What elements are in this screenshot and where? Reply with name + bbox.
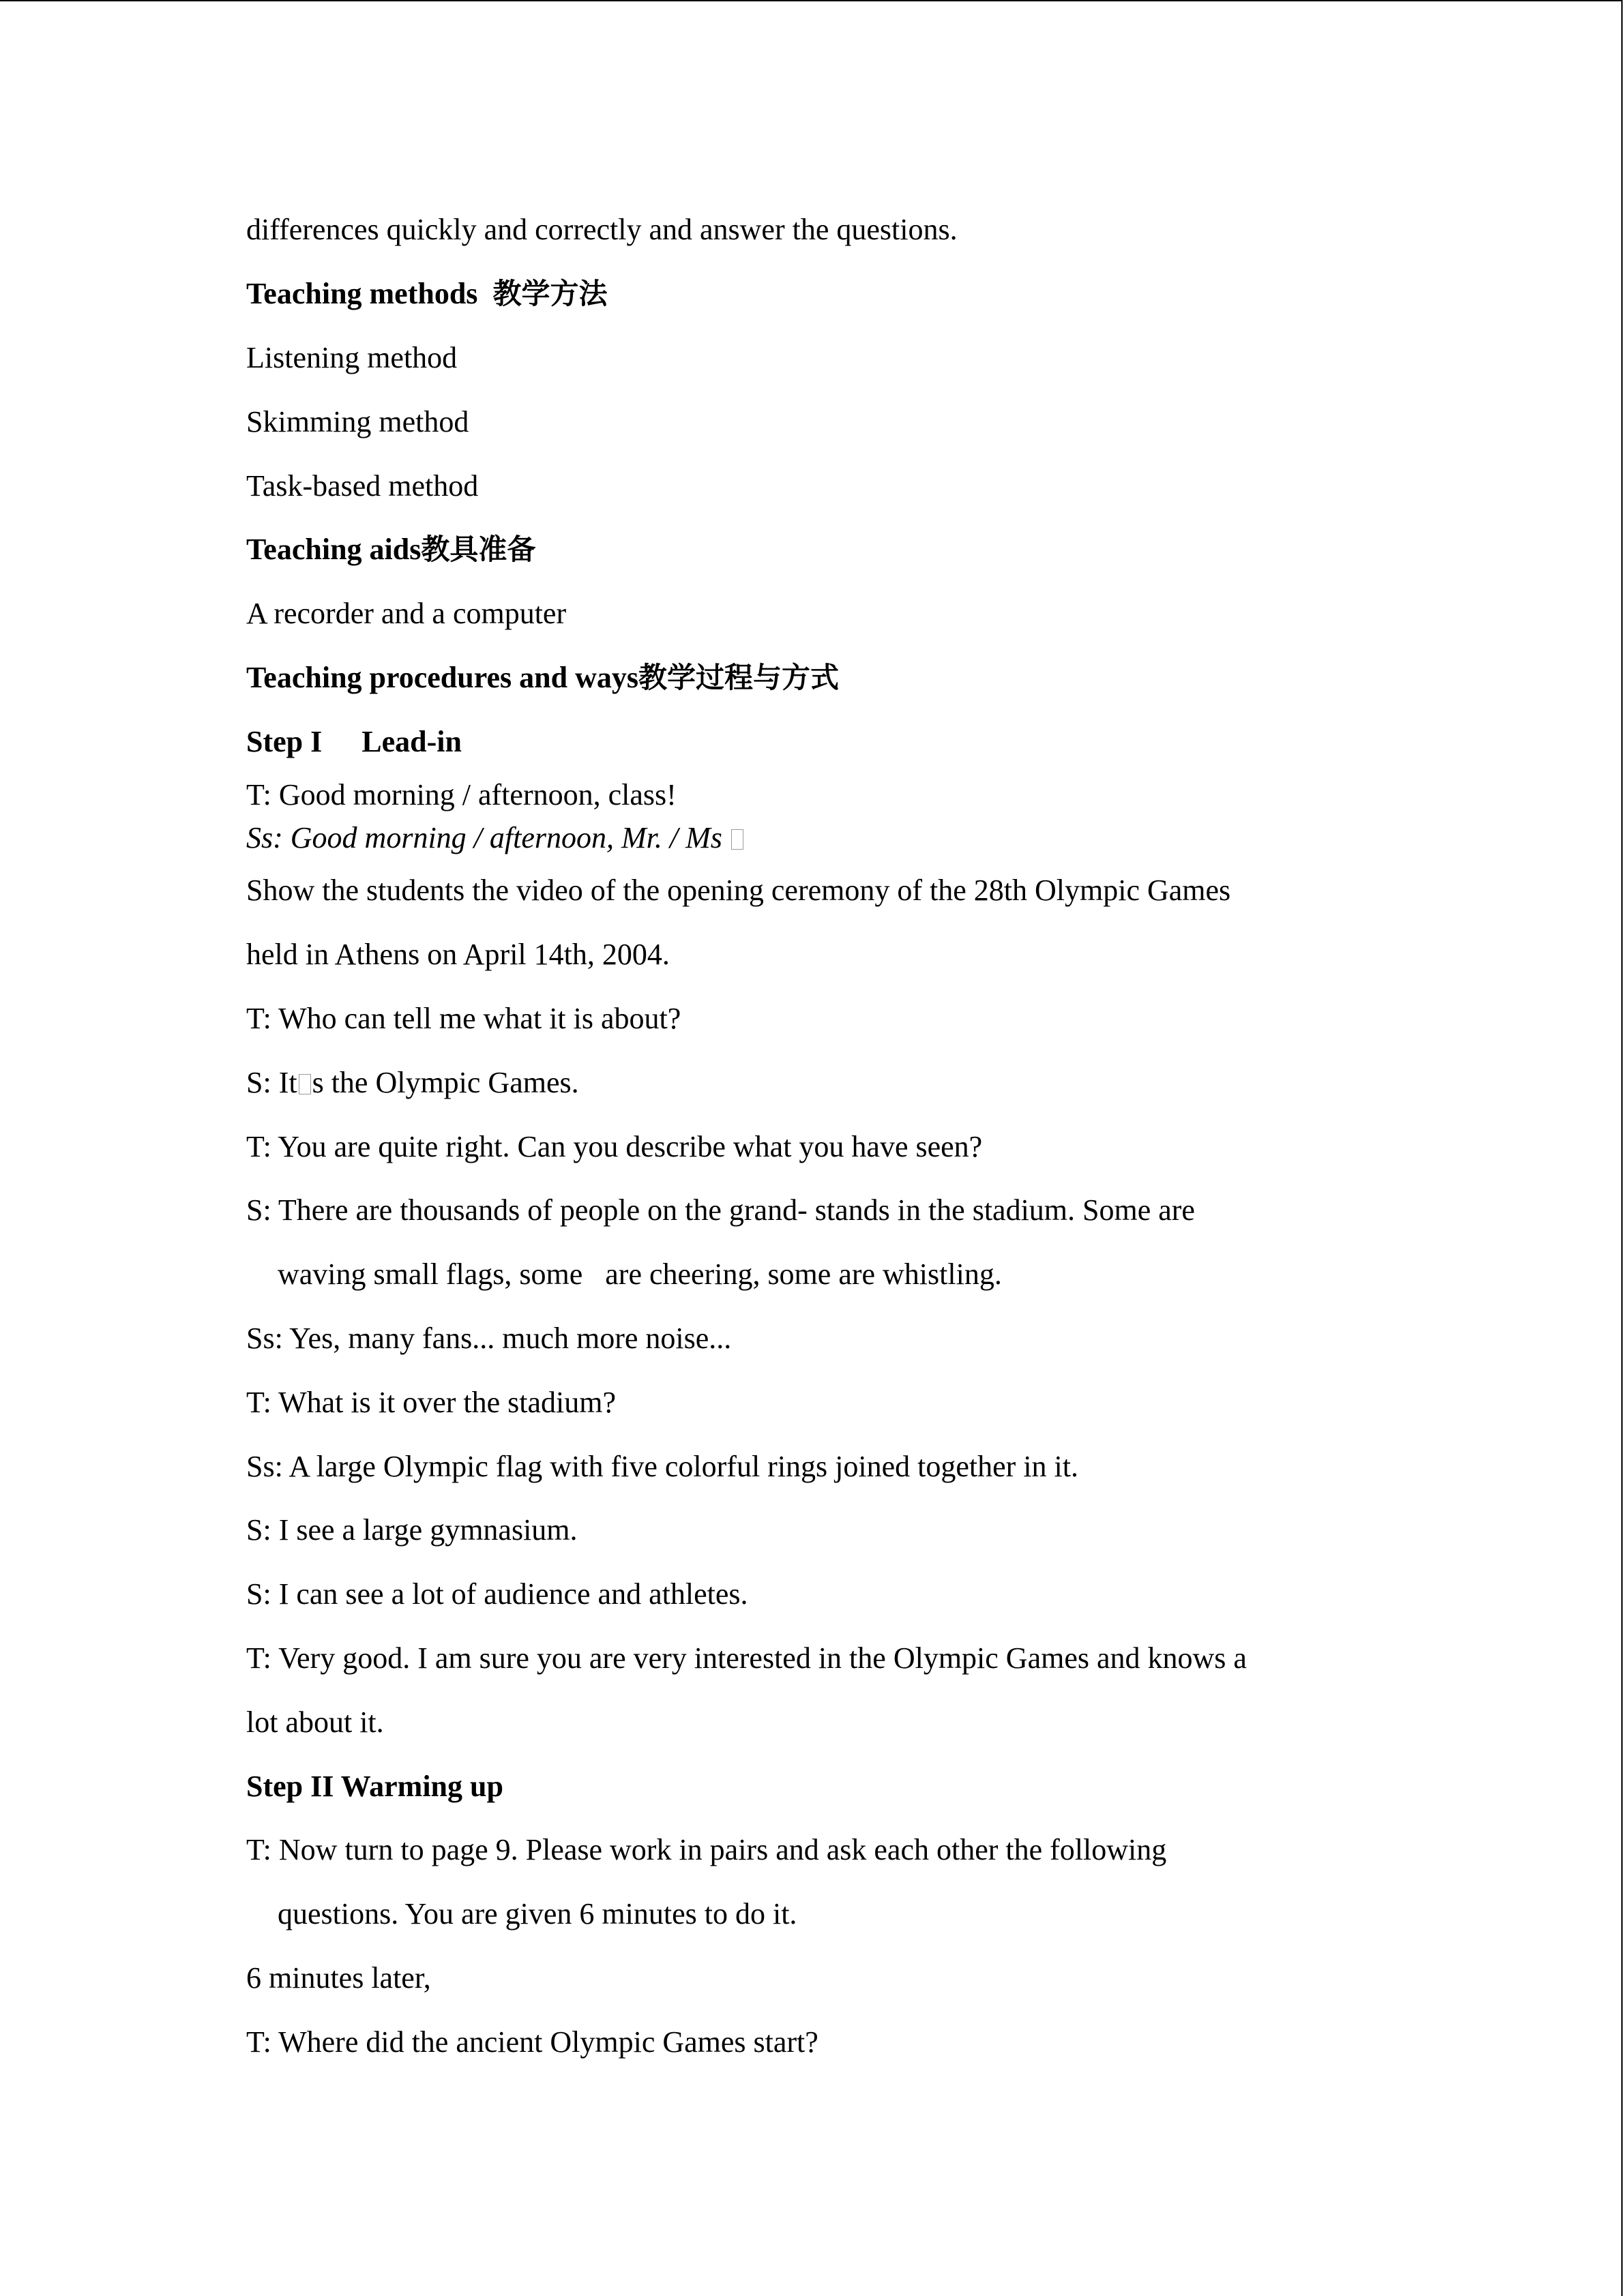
teaching-aids-heading (246, 533, 535, 567)
heading-en: Teaching aids (246, 533, 422, 566)
method-item: Task-based method (246, 469, 479, 503)
paragraph-line: 6 minutes later, (246, 1961, 431, 1995)
answer-text-pre: S: It (246, 1066, 297, 1099)
dialogue-line: Ss: Yes, many fans... much more noise... (246, 1322, 732, 1355)
missing-glyph-box (299, 1074, 311, 1094)
continuation-text: differences quickly and correctly and answer the questions. (246, 213, 958, 246)
heading-en: Teaching procedures and ways (246, 661, 638, 694)
dialogue-line: T: You are quite right. Can you describe what you have seen? (246, 1130, 983, 1163)
dialogue-line: S: I can see a lot of audience and athletes. (246, 1577, 748, 1611)
heading-zh: 教学方法 (492, 277, 608, 310)
dialogue-line: T: Now turn to page 9. Please work in pairs and ask each other the following (246, 1833, 1167, 1866)
step1-title: Lead-in (361, 725, 462, 758)
paragraph-line: Show the students the video of the opening ceremony of the 28th Olympic Games (246, 874, 1231, 907)
dialogue-line: T: Where did the ancient Olympic Games start? (246, 2025, 818, 2059)
dialogue-line-continued: lot about it. (246, 1705, 384, 1739)
procedures-heading (246, 661, 839, 695)
dialogue-line: T: Very good. I am sure you are very interested in the Olympic Games and knows a (246, 1641, 1247, 1675)
dialogue-line: T: Good morning / afternoon, class! (246, 778, 677, 811)
dialogue-line-continued: questions. You are given 6 minutes to do it. (278, 1897, 797, 1930)
dialogue-line: Ss: A large Olympic flag with five colorful rings joined together in it. (246, 1450, 1078, 1483)
teaching-aids-content: A recorder and a computer (246, 597, 567, 630)
method-item: Listening method (246, 341, 458, 374)
dialogue-line (246, 821, 745, 855)
answer-text-post: s the Olympic Games. (312, 1066, 579, 1099)
dialogue-line-continued: waving small flags, some are cheering, some are whistling. (278, 1257, 1002, 1291)
dialogue-line (246, 1066, 579, 1100)
method-item: Skimming method (246, 405, 469, 438)
step1-heading (246, 725, 462, 759)
missing-glyph-box (731, 829, 743, 850)
teaching-methods-heading (246, 277, 607, 311)
dialogue-line: T: Who can tell me what it is about? (246, 1002, 681, 1035)
step2-heading: Step II Warming up (246, 1770, 503, 1803)
dialogue-line: T: What is it over the stadium? (246, 1386, 616, 1419)
dialogue-line: S: There are thousands of people on the grand- stands in the stadium. Some are (246, 1193, 1195, 1227)
greeting-ss-text: Ss: Good morning / afternoon, Mr. / Ms (246, 821, 722, 854)
heading-en: Teaching methods (246, 277, 478, 310)
heading-zh: 教具准备 (421, 533, 536, 566)
heading-zh: 教学过程与方式 (638, 661, 839, 694)
dialogue-line: S: I see a large gymnasium. (246, 1513, 578, 1547)
step1-label: Step I (246, 725, 323, 758)
paragraph-line: held in Athens on April 14th, 2004. (246, 938, 670, 971)
